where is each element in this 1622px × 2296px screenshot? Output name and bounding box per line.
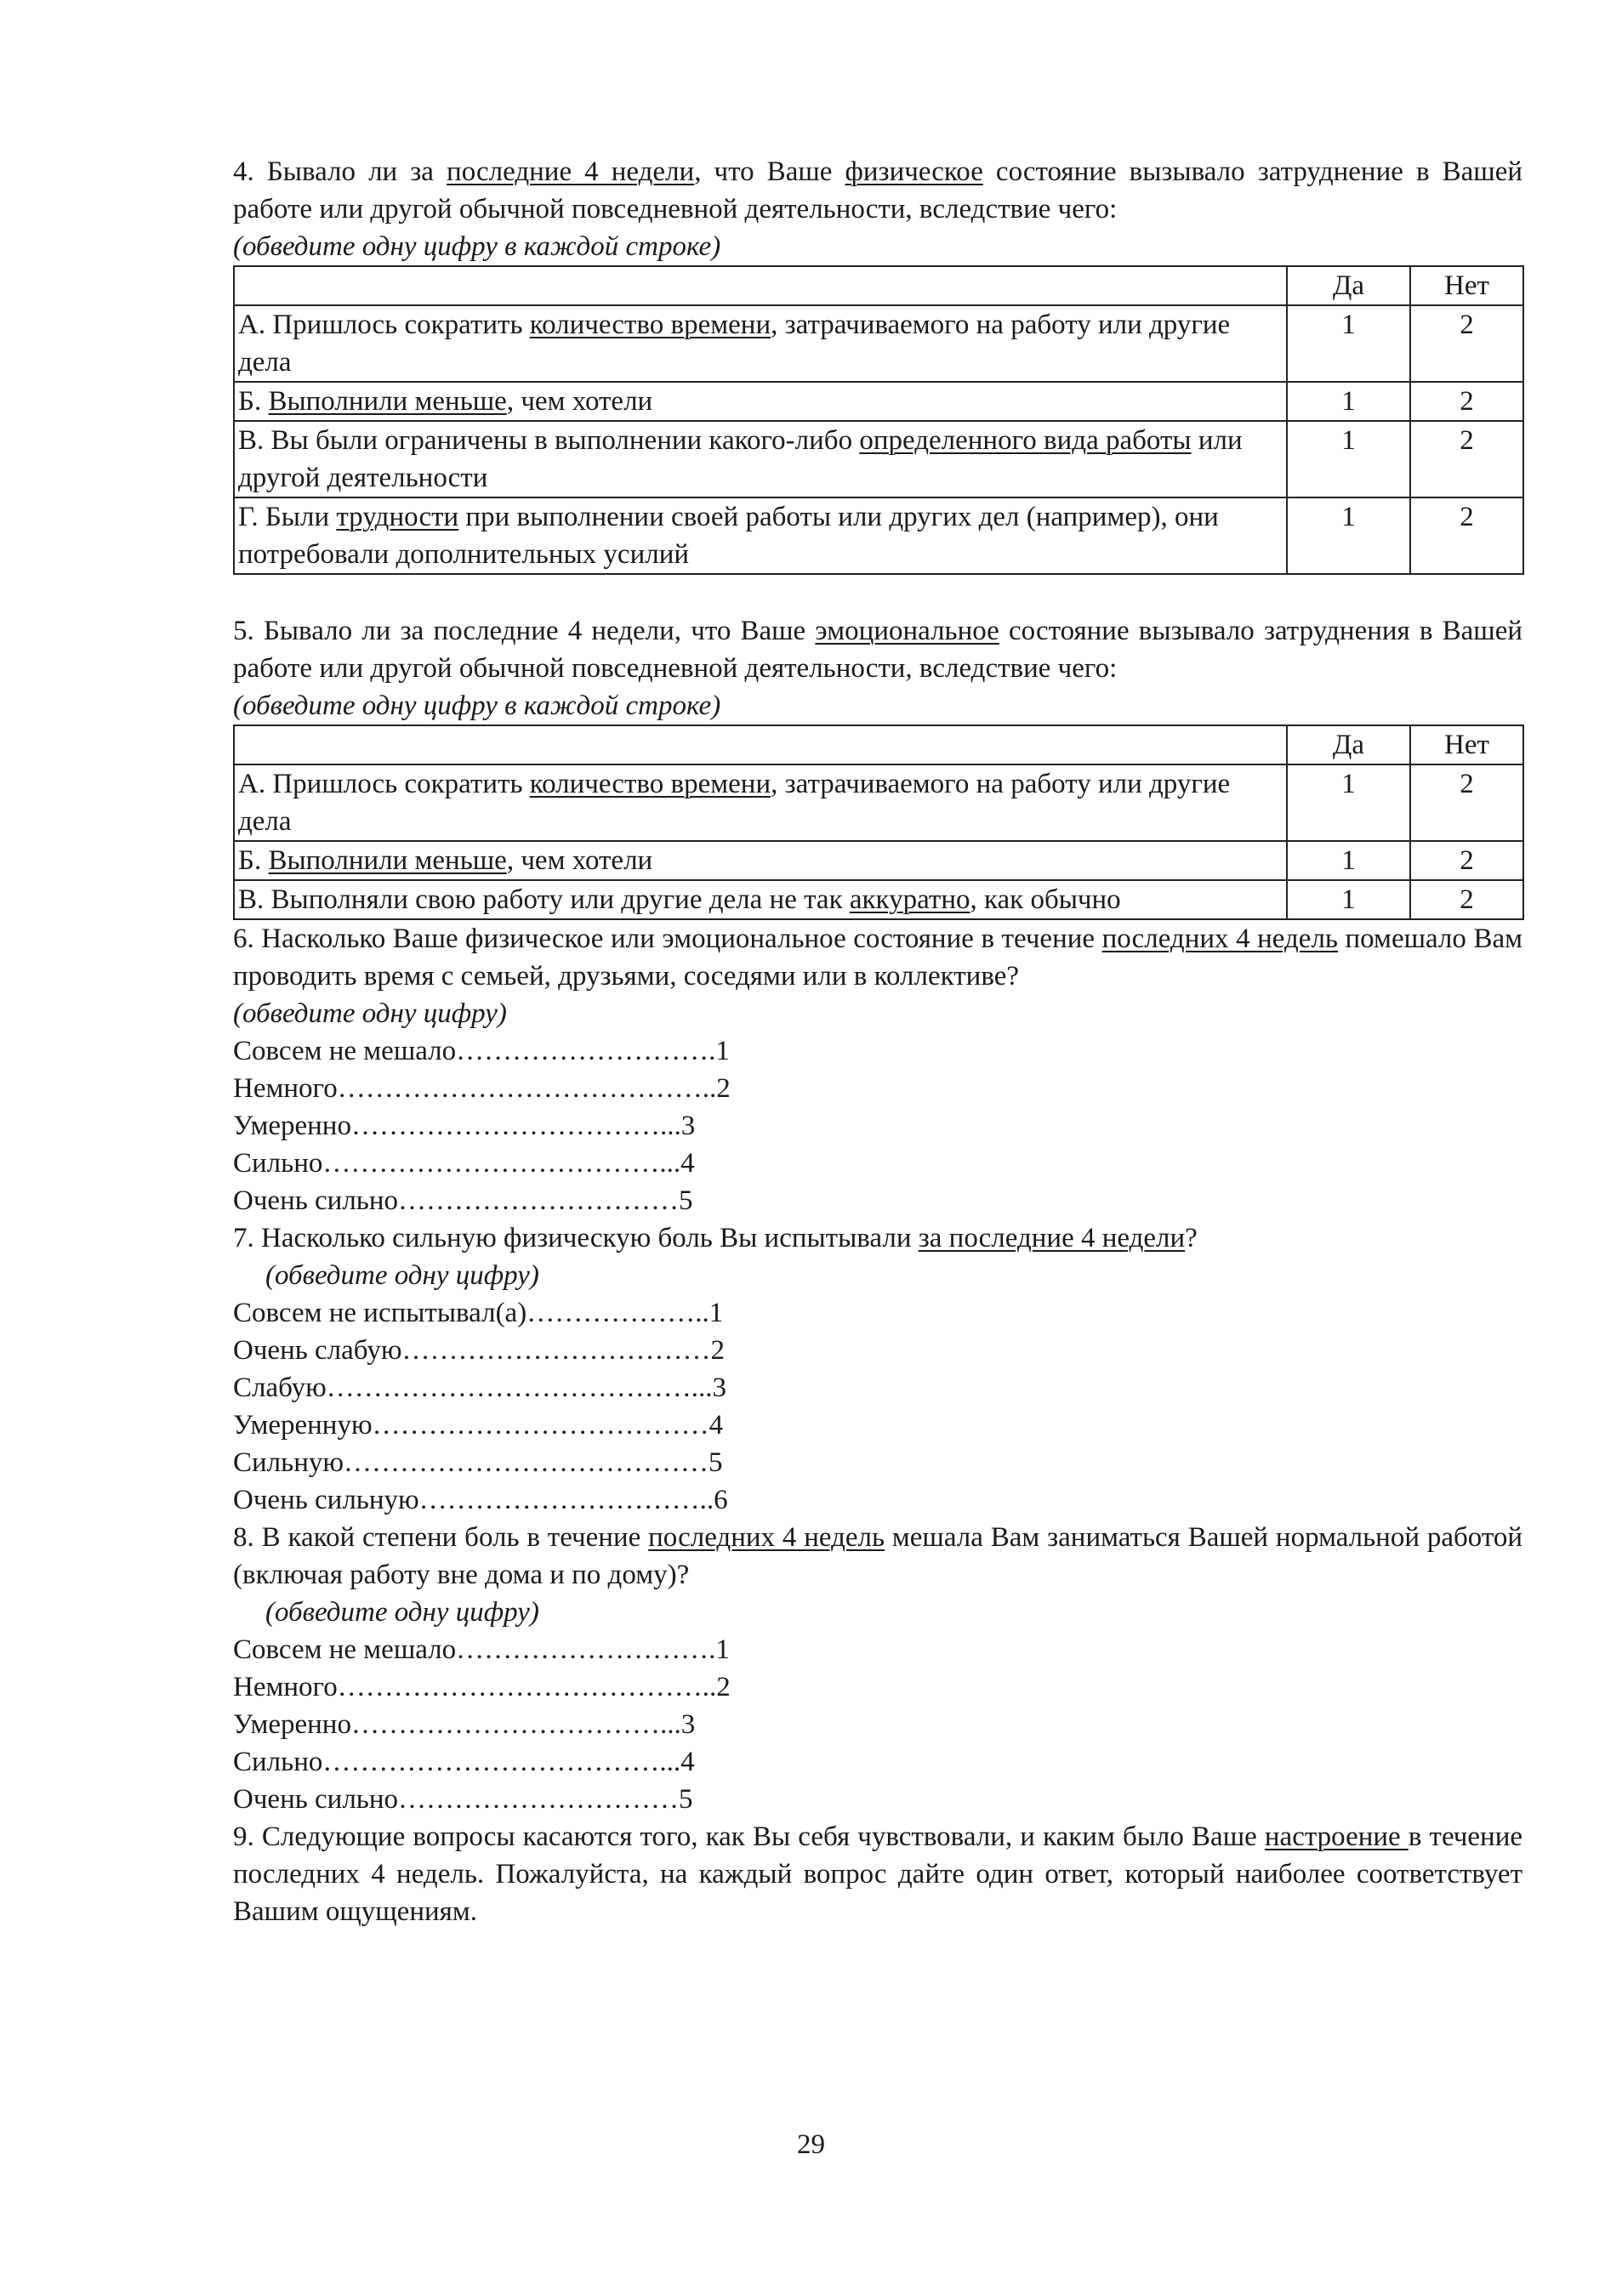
answer-yes-code[interactable]: 1 xyxy=(1287,305,1410,382)
column-no-header: Нет xyxy=(1410,266,1523,305)
answer-option[interactable]: Немного…………………………………..2 xyxy=(233,1672,731,1702)
table-row xyxy=(234,382,1523,421)
answer-option[interactable]: Очень сильную…………………………..6 xyxy=(233,1485,728,1515)
answer-no-code[interactable]: 2 xyxy=(1410,880,1523,919)
question-4-text: 4. Бывало ли за последние 4 недели, что Ваше физическое состояние вызывало затруднение в Вашей работе или другой обычной повседневной деятельности, вследствие чего: xyxy=(233,156,1523,224)
answer-no-code[interactable]: 2 xyxy=(1410,421,1523,497)
question-6-instruction: (обведите одну цифру) xyxy=(233,998,507,1029)
table-row xyxy=(234,841,1523,880)
answer-option[interactable]: Слабую…………………………………...3 xyxy=(233,1372,727,1403)
answer-option[interactable]: Сильно………………………………...4 xyxy=(233,1747,695,1777)
answer-option[interactable]: Совсем не мешало……………………….1 xyxy=(233,1634,730,1665)
answer-option[interactable]: Совсем не мешало……………………….1 xyxy=(233,1036,730,1066)
answer-yes-code[interactable]: 1 xyxy=(1287,497,1410,574)
table-row xyxy=(234,421,1523,497)
question-4-table xyxy=(233,265,1524,575)
answer-option[interactable]: Очень сильно…………………………5 xyxy=(233,1185,693,1216)
row-label: А. Пришлось сократить количество времени, затрачиваемого на работу или другие дела xyxy=(234,764,1287,841)
row-label: А. Пришлось сократить количество времени, затрачиваемого на работу или другие дела xyxy=(234,305,1287,382)
answer-option[interactable]: Очень слабую……………………………2 xyxy=(233,1335,725,1366)
answer-option[interactable]: Умеренно……………………………...3 xyxy=(233,1709,696,1740)
answer-no-code[interactable]: 2 xyxy=(1410,497,1523,574)
table-header-blank xyxy=(234,266,1287,305)
question-6-options xyxy=(233,1032,1522,1219)
answer-yes-code[interactable]: 1 xyxy=(1287,382,1410,421)
row-label: Б. Выполнили меньше, чем хотели xyxy=(234,382,1287,421)
question-5-table xyxy=(233,725,1524,920)
table-row xyxy=(234,305,1523,382)
answer-option[interactable]: Немного…………………………………..2 xyxy=(233,1073,731,1104)
question-8-options xyxy=(233,1631,1522,1818)
question-5-instruction: (обведите одну цифру в каждой строке) xyxy=(233,691,721,721)
answer-no-code[interactable]: 2 xyxy=(1410,382,1523,421)
answer-option[interactable]: Умеренную………………………………4 xyxy=(233,1410,724,1441)
question-9-text: 9. Следующие вопросы касаются того, как Вы себя чувствовали, и каким было Ваше настроение в течение последних 4 недель. Пожалуйста, на каждый вопрос дайте один ответ, который наиболее соответствует Вашим ощущениям. xyxy=(233,1821,1523,1927)
question-7-instruction: (обведите одну цифру) xyxy=(265,1260,539,1291)
answer-no-code[interactable]: 2 xyxy=(1410,764,1523,841)
answer-yes-code[interactable]: 1 xyxy=(1287,764,1410,841)
column-yes-header: Да xyxy=(1287,725,1410,764)
question-7-text: 7. Насколько сильную физическую боль Вы испытывали за последние 4 недели? xyxy=(233,1223,1198,1253)
answer-option[interactable]: Очень сильно…………………………5 xyxy=(233,1784,693,1815)
table-row xyxy=(234,764,1523,841)
answer-no-code[interactable]: 2 xyxy=(1410,305,1523,382)
question-5-text: 5. Бывало ли за последние 4 недели, что Ваше эмоциональное состояние вызывало затруднения в Вашей работе или другой обычной повседневной деятельности, вследствие чего: xyxy=(233,616,1523,684)
question-7-options xyxy=(233,1294,1522,1519)
column-yes-header: Да xyxy=(1287,266,1410,305)
row-label: Г. Были трудности при выполнении своей работы или других дел (например), они потребовали дополнительных усилий xyxy=(234,497,1287,574)
answer-yes-code[interactable]: 1 xyxy=(1287,841,1410,880)
question-8-text: 8. В какой степени боль в течение последних 4 недель мешала Вам заниматься Вашей нормальной работой (включая работу вне дома и по дому)? xyxy=(233,1522,1522,1590)
row-label: В. Выполняли свою работу или другие дела не так аккуратно, как обычно xyxy=(234,880,1287,919)
answer-yes-code[interactable]: 1 xyxy=(1287,421,1410,497)
answer-option[interactable]: Совсем не испытывал(а)………………..1 xyxy=(233,1298,724,1328)
question-4-instruction: (обведите одну цифру в каждой строке) xyxy=(233,231,721,262)
answer-no-code[interactable]: 2 xyxy=(1410,841,1523,880)
answer-option[interactable]: Умеренно……………………………...3 xyxy=(233,1111,696,1141)
answer-yes-code[interactable]: 1 xyxy=(1287,880,1410,919)
row-label: В. Вы были ограничены в выполнении какого-либо определенного вида работы или другой деятельности xyxy=(234,421,1287,497)
answer-option[interactable]: Сильную…………………………………5 xyxy=(233,1447,723,1478)
question-8-instruction: (обведите одну цифру) xyxy=(265,1597,539,1628)
document-page xyxy=(233,153,1522,1930)
row-label: Б. Выполнили меньше, чем хотели xyxy=(234,841,1287,880)
question-6-text: 6. Насколько Ваше физическое или эмоциональное состояние в течение последних 4 недель помешало Вам проводить время с семьей, друзьями, соседями или в коллективе? xyxy=(233,924,1522,992)
page-number: 29 xyxy=(797,2129,825,2160)
answer-option[interactable]: Сильно………………………………...4 xyxy=(233,1148,695,1179)
table-row xyxy=(234,880,1523,919)
table-row xyxy=(234,497,1523,574)
table-header-blank xyxy=(234,725,1287,764)
column-no-header: Нет xyxy=(1410,725,1523,764)
